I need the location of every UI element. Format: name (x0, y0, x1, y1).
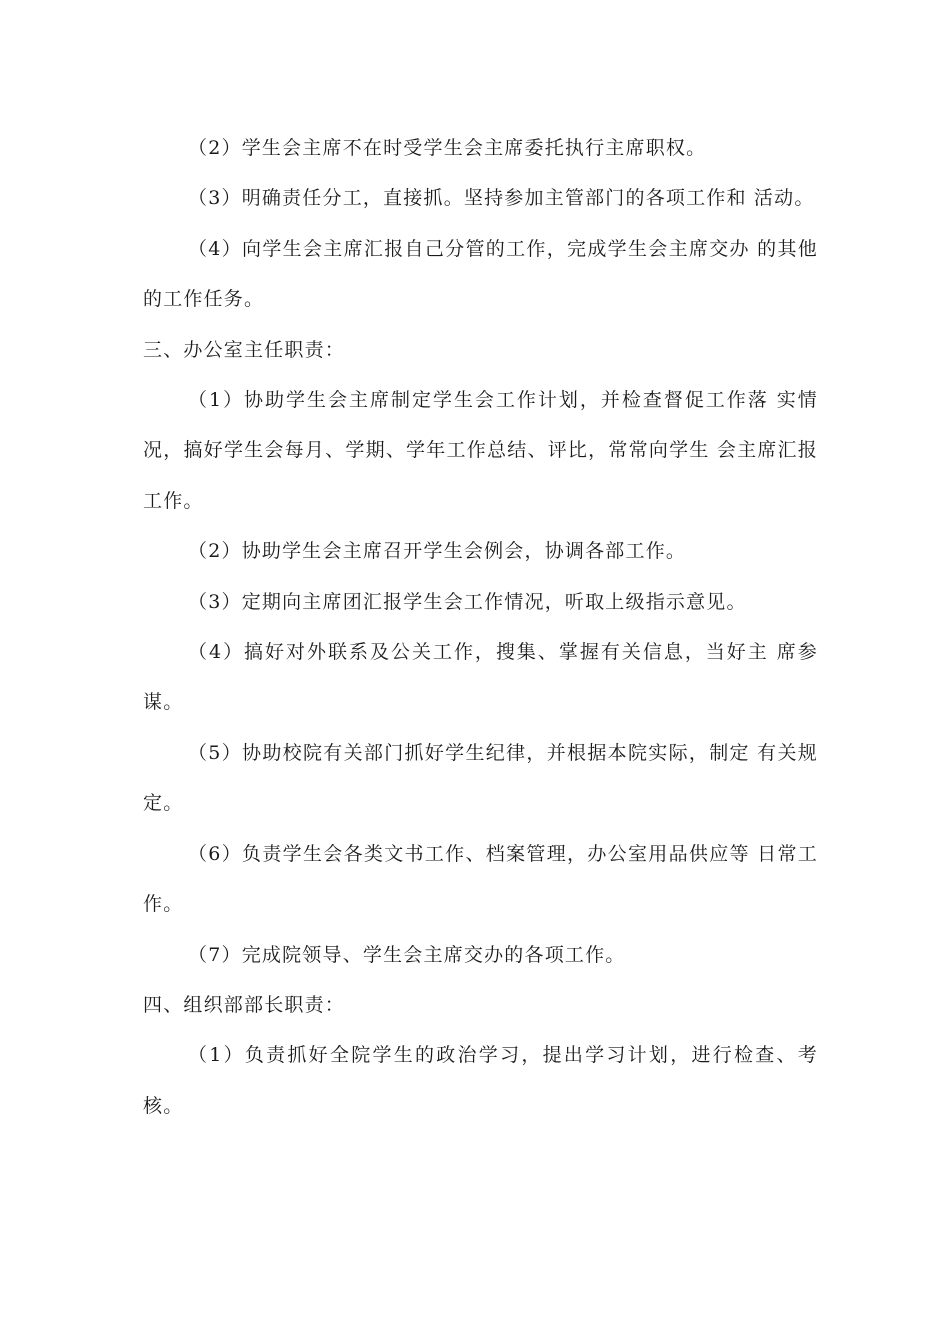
paragraph-office-item-2: （2）协助学生会主席召开学生会例会，协调各部工作。 (188, 540, 687, 563)
paragraph-office-item-5: （5）协助校院有关部门抓好学生纪律，并根据本院实际，制定 有关规定。 (143, 741, 818, 815)
paragraph-office-item-6: （6）负责学生会各类文书工作、档案管理，办公室用品供应等 日常工作。 (143, 842, 818, 916)
paragraph-office-item-1: （1）协助学生会主席制定学生会工作计划，并检查督促工作落 实情况，搞好学生会每月、学期、学年工作总结、评比，常常向学生 会主席汇报工作。 (143, 389, 818, 512)
section-heading-organization-minister: 四、组织部部长职责： (143, 993, 346, 1016)
paragraph-office-item-4: （4）搞好对外联系及公关工作，搜集、掌握有关信息，当好主 席参谋。 (143, 641, 818, 714)
section-heading-office-director: 三、办公室主任职责： (143, 338, 346, 361)
paragraph-vice-chair-item-4: （4）向学生会主席汇报自己分管的工作，完成学生会主席交办 的其他的工作任务。 (143, 237, 818, 311)
paragraph-office-item-7: （7）完成院领导、学生会主席交办的各项工作。 (188, 943, 626, 966)
paragraph-vice-chair-item-3: （3）明确责任分工，直接抓。坚持参加主管部门的各项工作和 活动。 (188, 187, 815, 210)
paragraph-vice-chair-item-2: （2）学生会主席不在时受学生会主席委托执行主席职权。 (188, 137, 707, 159)
document-body (143, 123, 818, 1131)
paragraph-office-item-3: （3）定期向主席团汇报学生会工作情况，听取上级指示意见。 (188, 590, 747, 613)
paragraph-organization-item-1: （1）负责抓好全院学生的政治学习，提出学习计划，进行检查、考核。 (143, 1044, 818, 1117)
